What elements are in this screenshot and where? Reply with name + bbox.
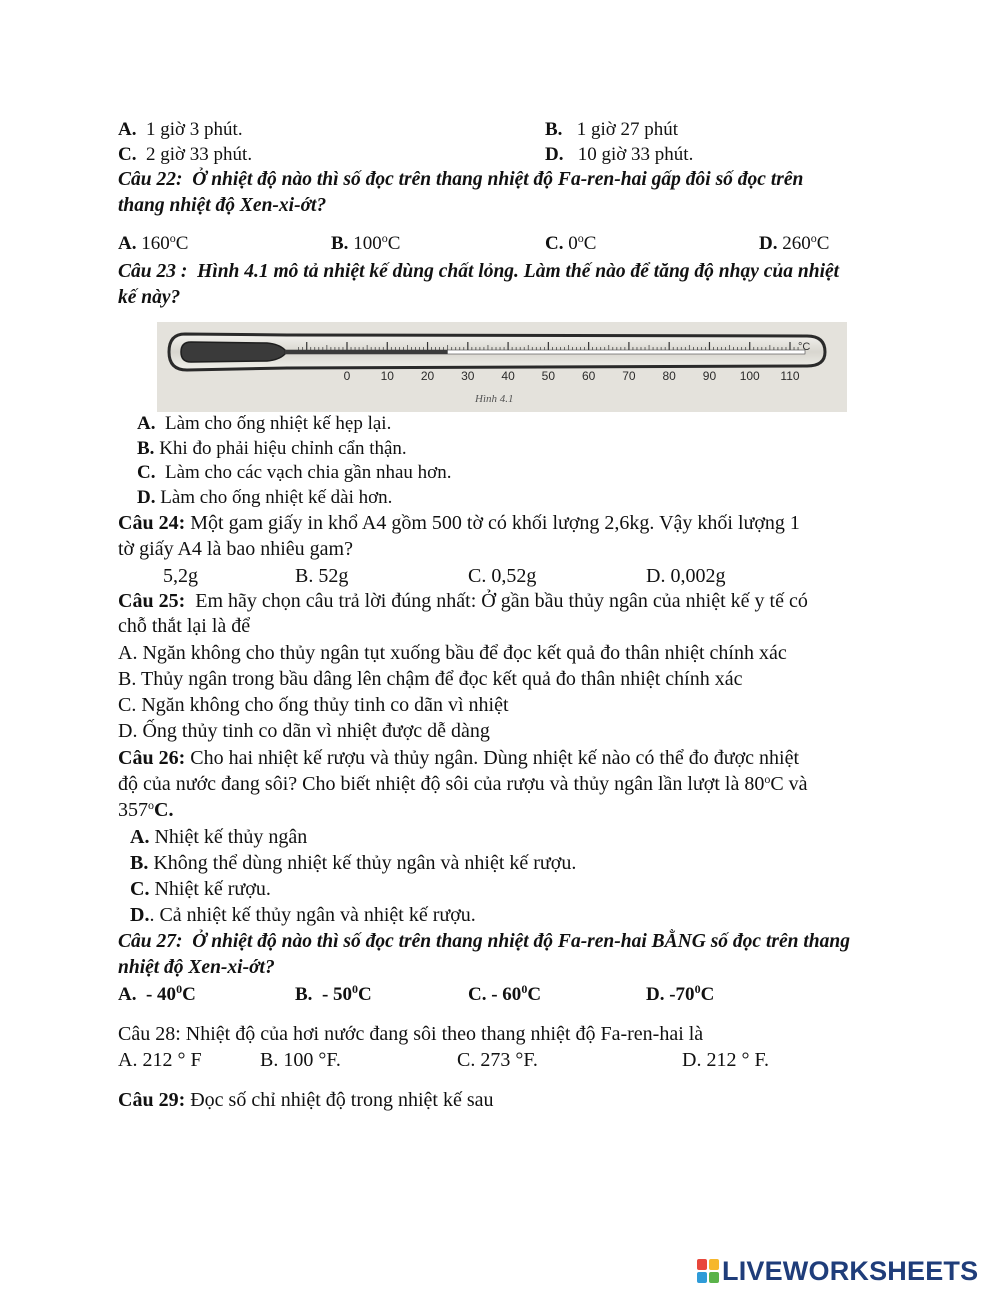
q25-option-d: D. Ống thủy tinh co dãn vì nhiệt được dễ dàng (118, 720, 490, 742)
q24-option-c: C. 0,52g (468, 565, 537, 587)
scale-label: 60 (581, 369, 596, 383)
q26-question: Câu 26: Cho hai nhiệt kế rượu và thủy ngân. Dùng nhiệt kế nào có thể đo được nhiệt (118, 747, 800, 769)
scale-label: 40 (501, 369, 515, 383)
q29-question: Câu 29: Đọc số chỉ nhiệt độ trong nhiệt kế sau (118, 1089, 494, 1111)
scale-label: 20 (420, 369, 435, 383)
q23-option-c: C. Làm cho các vạch chia gần nhau hơn. (137, 462, 452, 483)
q24-question-cont: tờ giấy A4 là bao nhiêu gam? (118, 538, 353, 560)
q27-question: Câu 27: Ở nhiệt độ nào thì số đọc trên thang nhiệt độ Fa-ren-hai BẰNG số đọc trên thang (118, 931, 850, 952)
q27-option-c: C. - $60^0C$ (468, 982, 542, 1005)
q24-option-a: 5,2g (163, 565, 198, 587)
scale-label: 100 (739, 369, 760, 383)
scale-label: 80 (662, 369, 676, 383)
q22-question-cont: thang nhiệt độ Xen-xi-ớt? (118, 195, 327, 216)
q26-question-cont2: 357$^o$C. (118, 798, 174, 821)
q26-option-b: B. Không thể dùng nhiệt kế thủy ngân và nhiệt kế rượu. (130, 852, 577, 874)
q27-option-b: B. - $50^0C$ (295, 982, 372, 1005)
q25-option-c: C. Ngăn không cho ống thủy tinh co dãn vì nhiệt (118, 694, 509, 716)
liveworksheets-brand-name: LIVEWORKSHEETS (722, 1255, 979, 1286)
q24-question: Câu 24: Một gam giấy in khổ A4 gồm 500 tờ có khối lượng 2,6kg. Vậy khối lượng 1 (118, 512, 800, 534)
q27-option-d: D. $-70^0C$ (646, 982, 715, 1005)
q21-option-c: C. 2 giờ 33 phút. (118, 144, 253, 165)
q24-option-b: B. 52g (295, 565, 349, 587)
q21-option-b: B. 1 giờ 27 phút (545, 119, 679, 140)
liveworksheets-logo-icon (697, 1259, 719, 1283)
scale-label: 90 (702, 369, 717, 383)
q22-question: Câu 22: Ở nhiệt độ nào thì số đọc trên thang nhiệt độ Fa-ren-hai gấp đôi số đọc trên (118, 169, 804, 190)
q25-question-cont: chỗ thắt lại là để (118, 615, 251, 637)
q22-option-d: D. 260$^o$C (759, 231, 830, 254)
q23-option-a: A. Làm cho ống nhiệt kế hẹp lại. (137, 413, 392, 434)
q25-question: Câu 25: Em hãy chọn câu trả lời đúng nhất: Ở gần bầu thủy ngân của nhiệt kế y tế có (118, 590, 808, 612)
thermometer-liquid (285, 350, 448, 354)
liveworksheets-logo (697, 1256, 978, 1286)
scale-label: 30 (461, 369, 475, 383)
q23-option-d: D. Làm cho ống nhiệt kế dài hơn. (137, 487, 393, 508)
q28-question: Câu 28: Nhiệt độ của hơi nước đang sôi theo thang nhiệt độ Fa-ren-hai là (118, 1023, 704, 1045)
q28-option-b: B. 100 °F. (260, 1049, 341, 1071)
q24-option-d: D. 0,002g (646, 565, 726, 587)
q22-option-c: C. 0$^o$C (545, 231, 597, 254)
q23-option-b: B. Khi đo phải hiệu chỉnh cẩn thận. (137, 438, 407, 459)
q27-question-cont: nhiệt độ Xen-xi-ớt? (118, 957, 275, 978)
scale-label: 10 (380, 369, 394, 383)
q26-option-d: D.. Cả nhiệt kế thủy ngân và nhiệt kế rượu. (130, 904, 476, 926)
scale-label: 0 (343, 369, 351, 383)
q27-option-a: A. - $40^0C$ (118, 982, 196, 1005)
q28-option-d: D. 212 ° F. (682, 1049, 769, 1071)
figure-caption: Hình 4.1 (475, 393, 514, 405)
q26-option-a: A. Nhiệt kế thủy ngân (130, 826, 308, 848)
thermometer-figure (157, 322, 847, 412)
q22-option-a: A. 160$^o$C (118, 231, 189, 254)
q23-question-cont: kế này? (118, 287, 181, 308)
scale-label: 70 (622, 369, 636, 383)
q25-option-b: B. Thủy ngân trong bầu dâng lên chậm để đọc kết quả đo thân nhiệt chính xác (118, 668, 743, 690)
thermometer-unit: °C (798, 341, 811, 353)
q21-option-a: A. 1 giờ 3 phút. (118, 119, 243, 140)
q28-option-c: C. 273 °F. (457, 1049, 538, 1071)
q23-question: Câu 23 : Hình 4.1 mô tả nhiệt kế dùng chất lỏng. Làm thế nào để tăng độ nhạy của nhiệt (118, 261, 840, 282)
q28-option-a: A. 212 ° F (118, 1049, 202, 1071)
q26-question-cont: độ của nước đang sôi? Cho biết nhiệt độ sôi của rượu và thủy ngân lần lượt là 80$^o$C và (118, 772, 808, 795)
q25-option-a: A. Ngăn không cho thủy ngân tụt xuống bầu để đọc kết quả đo thân nhiệt chính xác (118, 642, 787, 664)
q21-option-d: D. 10 giờ 33 phút. (545, 144, 694, 165)
scale-label: 110 (780, 369, 800, 383)
q26-option-c: C. Nhiệt kế rượu. (130, 878, 271, 900)
scale-label: 50 (541, 369, 556, 383)
q22-option-b: B. 100$^o$C (331, 231, 401, 254)
